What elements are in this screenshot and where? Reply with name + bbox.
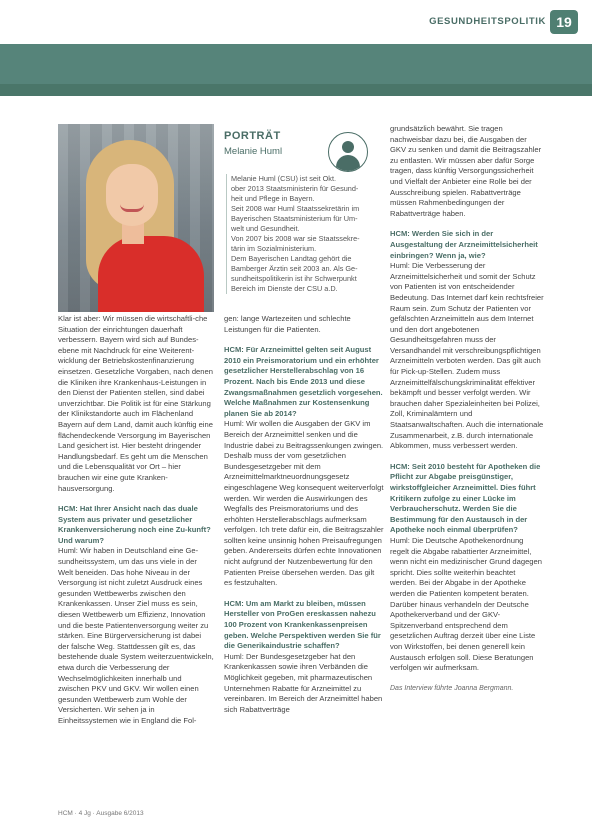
body-paragraph: Huml: Die Verbesserung der Arzneimittelsicherheit und somit der Schutz von Patienten ist von entscheidender Bedeutung. Das Internet darf kein rechtsfreier Raum sein. Zum Schutz der Patienten vor gefälschten Arzneimitteln aus dem Internet und den dort angebotenen Gesundheitsgefahren muss der Versandhandel mit verschreibungspflichtigen Arzneimitteln verboten werden. Das gilt auch für Pick-up-Stellen. Zudem muss Arzneimittelfälschungskriminalität effektiver bekämpft und besser verfolgt werden. Wir brauchen daher Spezialeinheiten bei Polizei, Zoll, Kriminalämtern und Staatsanwaltschaften. Auch die internationale Zusammenarbeit, z.B. durch internationale Abkommen, muss verbessert werden. [390, 261, 544, 451]
section-label: GESUNDHEITSPOLITIK [429, 16, 546, 27]
bio-line: sundheitspolitikerin ist ihr Schwerpunkt [231, 274, 357, 283]
body-paragraph: Huml: Die Deutsche Apothekenordnung regelt die Abgabe rabattierter Arzneimittel, wenn nicht ein medizinischer Grund dagegen spricht. Dies sollte weiterhin beachtet werden. Bei der Abgabe in der Apotheke werden die Patienten kompetent beraten. Darüber hinaus verhandeln der Deutsche Apothekerverband und der GKV-Spitzenverband entsprechend dem gesetzlichen Auftrag derzeit über eine Liste von Wirkstoffen, bei denen generell kein Austausch erfolgen soll. Diese Beratungen verfolgen wir aufmerksam. [390, 535, 542, 673]
bio-line: ober 2013 Staatsministerin für Gesund- [231, 184, 359, 193]
bio-line: heit und Pflege in Bayern. [231, 194, 315, 203]
body-paragraph: grundsätzlich bewährt. Sie tragen nachweisbar dazu bei, die Ausgaben der GKV zu senken und damit die Beitragszahler zu entlasten. Wir müssen aber dafür Sorge tragen, dass künftig Versorgungssicherheit und Vielfalt der Anbieter eine Rolle bei der Ausschreibung spielen. Rabattverträge müssen Rahmenbedingungen der Rabattverträge haben. [390, 124, 542, 218]
bio-line: Melanie Huml (CSU) ist seit Okt. [231, 174, 337, 183]
portrait-photo [58, 124, 214, 312]
portrait-heading: PORTRÄT [224, 130, 281, 142]
portrait-name: Melanie Huml [224, 146, 283, 157]
body-paragraph: Huml: Der Bundesgesetzgeber hat den Krankenkassen sowie ihren Verbänden die Möglichkeit gegeben, mit pharmazeutischen Unternehmen Rabatte für Arzneimittel zu vereinbaren. Im Bereich der Arzneimittel haben sich Rabattverträge [224, 651, 383, 714]
page-number: 19 [550, 10, 578, 34]
bio-line: welt und Gesundheit. [231, 224, 300, 233]
body-paragraph: Klar ist aber: Wir müssen die wirtschaftli-che Situation der einrichtungen dauerhaft verbessern. Bayern wird sich auf Bundes-ebene mit Nachdruck für eine Weiterent-wicklung der Betriebskostenfinanzierung einsetzen. Gesetzliche Vorgaben, nach denen die Kliniken ihre Krankenhaus-Leistungen in den Dienst der Patienten stellen, sind dabei unverzichtbar. Die Politik ist für eine Stärkung der Klinikstandorte auch im Flächenland Bayern auf dem Land, damit auch künftig eine flächendeckende Versorgung im Bayerischen Land gesichert ist. Hier besteht dringender Handlungsbedarf. Es geht um die Menschen und die Lebensqualität vor Ort – hier brauchen wir eine gute Kranken-hausversorgung. [58, 314, 213, 493]
body-paragraph: Huml: Wir haben in Deutschland eine Ge-sundheitssystem, um das uns viele in der Welt beneiden. Das hohe Niveau in der Versorgung ist nicht zuletzt Ausdruck eines gesunden Wettbewerbs zwischen den Krankenkassen. Unser Ziel muss es sein, diesen Wettbewerb um Effizienz, Innovation und die beste Patientenversorgung weiter zu stärken. Eine Bürgerversicherung ist dabei der falsche Weg. Stattdessen gilt es, das bestehende duale System weiterzuentwickeln, etwa durch die Verbesserung der Wechselmöglichkeiten innerhalb und zwischen PKV und GKV. Wir wollen einen gesunden Wettbewerb zum Wohle der Versicherten. Wir sehen ja in Einheitssystemen wie in England die Fol- [58, 546, 214, 725]
bio-line: Bamberger Ärztin seit 2003 an. Als Ge- [231, 264, 358, 273]
bio-line: Dem Bayerischen Landtag gehört die [231, 254, 352, 263]
interview-question: HCM: Hat Ihrer Ansicht nach das duale System aus privater und gesetzlicher Krankenversicherung noch eine Zu-kunft? Und warum? [58, 504, 211, 545]
portrait-bio [226, 174, 366, 294]
article-column-2 [224, 314, 384, 715]
interview-question: HCM: Seit 2010 besteht für Apotheken die Pflicht zur Abgabe preisgünstiger, wirkstoffgleicher Arzneimittel. Dies führt Kritikern zufolge zu einer Lücke im Verbraucherschutz. Werden Sie die Bestimmung für den Austausch in der Apotheke noch einmal überprüfen? [390, 461, 541, 535]
bio-line: Bereich im Dienste der CSU a.D. [231, 284, 338, 293]
article-column-3 [390, 124, 544, 694]
header-band-stripe [0, 84, 592, 96]
body-paragraph: gen: lange Wartezeiten und schlechte Leistungen für die Patienten. [224, 314, 351, 334]
page-header [0, 0, 592, 44]
bio-line: Bayerischen Staatsministerium für Um- [231, 214, 358, 223]
interview-question: HCM: Um am Markt zu bleiben, müssen Hersteller von ProGen ereskassen nahezu 100 Prozent von Krankenkassenpreisen geben. Welche Perspektiven werden Sie für die Generikaindustrie schaffen? [224, 598, 381, 651]
interview-credit: Das Interview führte Joanna Bergmann. [390, 684, 514, 692]
article-column-1 [58, 314, 214, 727]
portrait-box [216, 120, 380, 296]
body-paragraph: Huml: Wir wollen die Ausgaben der GKV im Bereich der Arzneimittel senken und die Industrie dabei zu Beitragssenkungen zwingen. Deshalb muss der vom gesetzlichen Bundesgesetzgeber mit dem Arzneimittelmarktneuordnungsgesetz eingeschlagene Weg konsequent weiterverfolgt werden. Wir werden die Auswirkungen des Wegfalls des Preismoratoriums und des erhöhten Herstellerabschlags aufmerksam verfolgen. Ich trete dafür ein, die Beitragszahler sollten keine unsinnig hohen Preisaufregungen geben. Andererseits dürfen echte Innovationen nicht aufgrund der Nutzenbewertung für den Patienten Preise übersehen werden. Das gilt es festzuhalten. [224, 419, 384, 588]
interview-question: HCM: Werden Sie sich in der Ausgestaltung der Arzneimittelsicherheit einbringen? Wenn ja, wie? [390, 229, 538, 260]
page-footer: HCM · 4 Jg · Ausgabe 6/2013 [58, 810, 144, 817]
interview-question: HCM: Für Arzneimittel gelten seit August 2010 ein Preismoratorium und ein erhöhter gesetzlicher Herstellerabschlag von 16 Prozent. Nach bis Ende 2013 und diese Zwangsmaßnahmen gesetzlich vorgesehen. Welche Maßnahmen zur Kostensenkung planen Sie ab 2014? [224, 345, 383, 418]
person-icon [328, 132, 368, 172]
bio-line: Seit 2008 war Huml Staatssekretärin im [231, 204, 360, 213]
bio-line: tärin im Sozialministerium. [231, 244, 317, 253]
bio-line: Von 2007 bis 2008 war sie Staatssekre- [231, 234, 360, 243]
